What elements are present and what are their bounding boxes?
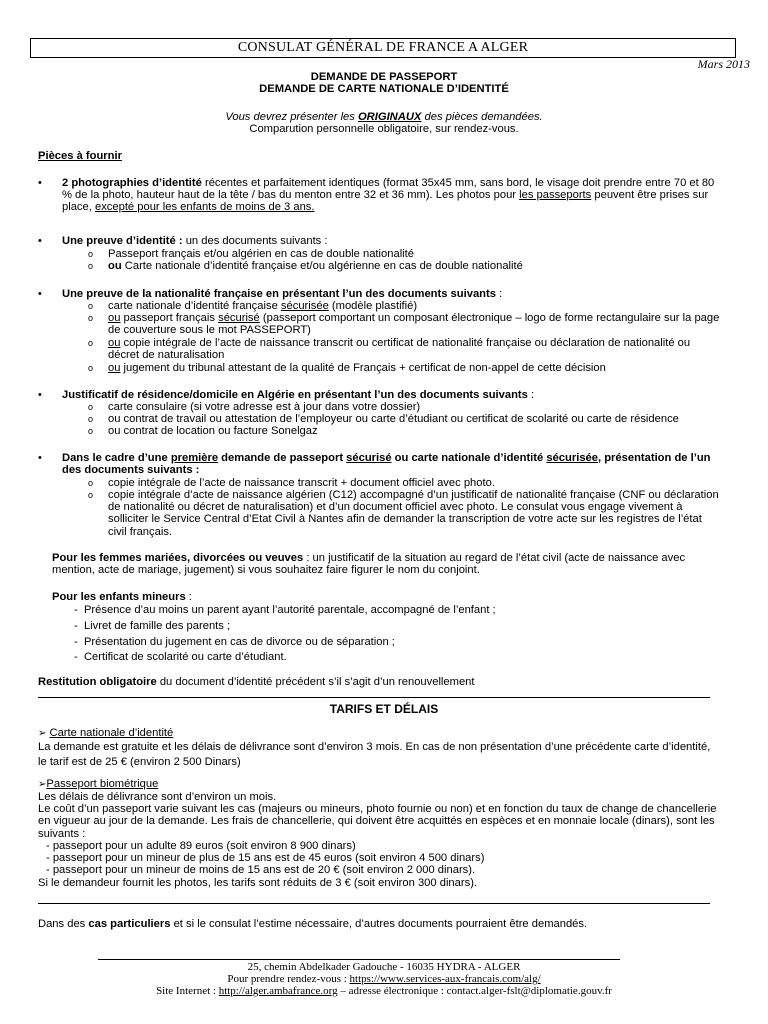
cni-text-a: La demande est gratuite et les délais de délivrance sont d’environ 3 mois. En cas de non présentation d’une précédente carte d’identité,: [38, 741, 711, 753]
nat-item3-b: décret de naturalisation: [108, 349, 225, 362]
circle-bullet-icon: o: [88, 313, 94, 323]
minors-item-4-text: Certificat de scolarité ou carte d’étudiant.: [83, 651, 287, 663]
minors-heading: [52, 591, 192, 603]
doc-title-id-card: DEMANDE DE CARTE NATIONALE D’IDENTITÉ: [259, 83, 509, 95]
footer-divider: [98, 959, 620, 960]
circle-bullet-icon: o: [88, 414, 94, 424]
residence-strong: Justificatif de résidence/domicile en Algérie en présentant l’un des documents suivants: [62, 389, 528, 401]
first-item-2-a: copie intégrale d’acte de naissance algérien (C12) accompagné d’un justificatif de nationalité française (CNF ou déclaration: [108, 489, 719, 501]
section-divider: [38, 903, 710, 904]
minors-item-4: - Certificat de scolarité ou carte d’étudiant.: [74, 651, 287, 663]
residence-item-3: [88, 425, 318, 437]
identity-item-1: [88, 248, 414, 260]
identity-item-2: [88, 260, 523, 272]
footer-rdv-label: Pour prendre rendez-vous :: [227, 973, 350, 985]
photos-strong: 2 photographies d’identité: [62, 177, 202, 189]
passport-l1: Les délais de délivrance sont d’environ un mois.: [38, 791, 277, 803]
minors-item-2: - Livret de famille des parents ;: [74, 620, 231, 632]
nat-item3-a: copie intégrale de l’acte de naissance transcrit ou certificat de nationalité française ou déclaration de nationalité ou: [120, 337, 691, 349]
nationality-item-2: [88, 312, 752, 337]
restitution-strong: Restitution obligatoire: [38, 676, 157, 688]
nat-item3-ou: ou: [108, 337, 121, 349]
rdv-link[interactable]: https://www.services-aux-francais.com/alg/: [349, 973, 541, 985]
passport-l2: Le coût d’un passeport varie suivant les cas (majeurs ou mineurs, photo fournie ou non) et en fonction du taux de change de chancellerie: [38, 803, 717, 816]
cni-text-b: le tarif est de 25 € (environ 2 500 Dinars): [38, 756, 241, 769]
residence-item-3-text: ou contrat de location ou facture Sonelgaz: [108, 425, 318, 437]
nationality-strong: Une preuve de la nationalité française en présentant l’un des documents suivants: [62, 288, 496, 300]
nat-item4-ou: ou: [108, 362, 121, 374]
passport-text: [38, 791, 752, 840]
special-b: et si le consulat l’estime nécessaire, d’autres documents pourraient être demandés.: [170, 918, 588, 930]
first-l1-u1: première: [170, 452, 219, 464]
bullet-dot: •: [38, 177, 42, 189]
intro-originaux: ORIGINAUX: [357, 111, 422, 123]
footer-address: 25, chemin Abdelkader Gadouche - 16035 HYDRA - ALGER: [247, 961, 521, 973]
bullet-first-request: [62, 452, 752, 476]
passport-l3: en vigueur au jour de la demande. Les frais de chancellerie, qui doivent être acquittés en espèces et en monnaie locale (dinars), sont les: [38, 815, 715, 828]
bullet-dot: •: [38, 452, 42, 464]
circle-bullet-icon: o: [88, 402, 94, 412]
nationality-item-4: [88, 362, 606, 374]
first-item-2-c: solliciter le Service Central d’Etat Civil à Nantes afin de demander la transcription de votre acte sur les registres de l’état: [108, 513, 702, 526]
residence-item-1-text: carte consulaire (si votre adresse est à jour dans votre dossier): [108, 401, 421, 413]
passport-l4: suivants :: [38, 827, 86, 840]
first-l2: des documents suivants :: [62, 464, 200, 477]
site-link[interactable]: http://alger.ambafrance.org: [218, 985, 338, 997]
first-l1-d: , présentation de l’un: [598, 452, 711, 464]
photos-text-b: % de la photo, hauteur haut de la tête / bas du menton entre 32 et 36 mm). Les photos pour: [62, 189, 520, 202]
arrow-right-icon: ➢: [38, 779, 47, 790]
price-adult: - passeport pour un adulte 89 euros (soit environ 8 900 dinars): [46, 840, 356, 852]
residence-text: :: [527, 389, 535, 401]
bullet-identity: [62, 235, 328, 247]
first-l1-a: Dans le cadre d’une: [62, 452, 171, 464]
cni-text: [38, 741, 752, 768]
price-list: [46, 840, 484, 877]
tarifs-heading: TARIFS ET DÉLAIS: [329, 702, 439, 716]
footer-site: [0, 986, 768, 998]
passport-title: Passeport biométrique: [46, 778, 159, 790]
nat-item1-a: carte nationale d’identité française: [108, 300, 281, 312]
minors-item-1: - Présence d’au moins un parent ayant l’autorité parentale, accompagné de l’enfant ;: [74, 604, 496, 616]
consulate-title: CONSULAT GÉNÉRAL DE FRANCE A ALGER: [237, 40, 529, 55]
cni-title: Carte nationale d’identité: [49, 727, 174, 739]
section-divider: [38, 697, 710, 698]
first-item-1: [88, 477, 495, 489]
identity-text: un des documents suivants :: [182, 235, 328, 247]
nat-item1-u: sécurisée: [280, 300, 329, 312]
first-item-2: [88, 489, 752, 538]
women-text-b: mention, acte de mariage, jugement) si vous souhaitez faire figurer le nom du conjoint.: [52, 564, 480, 577]
nat-item1-b: (modèle plastifié): [328, 300, 418, 312]
nat-item2-u: sécurisé: [218, 312, 260, 324]
nat-item2-a: passeport français: [120, 312, 219, 324]
nationality-item-3: [88, 337, 752, 362]
residence-item-1: [88, 401, 421, 413]
nat-item2-b: (passeport comportant un composant électronique – logo de forme rectangulaire sur la page: [259, 312, 720, 324]
nat-item2-c: de couverture sous le mot PASSEPORT): [108, 324, 311, 337]
minors-strong: Pour les enfants mineurs: [52, 591, 186, 603]
circle-bullet-icon: o: [88, 426, 94, 436]
bullet-dot: •: [38, 389, 42, 401]
nat-item4-a: jugement du tribunal attestant de la qualité de Français + certificat de non-appel de cette décision: [120, 362, 606, 374]
photos-text-d: place,: [62, 201, 95, 214]
cni-title-line: [38, 727, 173, 740]
bullet-photos: [62, 177, 752, 214]
circle-bullet-icon: o: [88, 490, 94, 500]
first-l1-u3: sécurisée: [546, 452, 598, 464]
intro-post: des pièces demandées.: [421, 111, 543, 123]
residence-item-2: [88, 413, 679, 425]
photos-passports: les passeports: [519, 189, 592, 202]
minors-text: :: [185, 591, 192, 603]
bullet-dot: •: [38, 235, 42, 247]
circle-bullet-icon: o: [88, 249, 94, 259]
women-paragraph: [52, 552, 752, 576]
first-l1-c: ou carte nationale d’identité: [391, 452, 547, 464]
nationality-text: :: [495, 288, 503, 300]
women-text-a: : un justificatif de la situation au regard de l’état civil (acte de naissance avec: [303, 552, 686, 564]
special-cases: [38, 918, 587, 930]
first-item-2-d: civil français.: [108, 525, 173, 538]
minors-item-1-text: Présence d’au moins un parent ayant l’autorité parentale, accompagné de l’enfant ;: [83, 604, 496, 616]
restitution-text: du document d’identité précédent s’il s’agit d’un renouvellement: [156, 676, 475, 688]
footer-site-label: Site Internet :: [156, 985, 219, 997]
circle-bullet-icon: o: [88, 363, 94, 373]
restitution-line: [38, 676, 475, 688]
special-a: Dans des: [38, 918, 89, 930]
footer-rdv: [0, 974, 768, 986]
circle-bullet-icon: o: [88, 301, 94, 311]
consulate-title-box: [30, 38, 736, 58]
footer-email: – adresse électronique : contact.alger-fslt@diplomatie.gouv.fr: [337, 985, 612, 997]
bullet-nationality: [62, 288, 502, 300]
photos-text-a: récentes et parfaitement identiques (format 35x45 mm, sans bord, le visage doit prendre entre 70 et 80: [201, 177, 715, 189]
circle-bullet-icon: o: [88, 478, 94, 488]
women-strong: Pour les femmes mariées, divorcées ou veuves: [52, 552, 304, 564]
bullet-residence: [62, 389, 534, 401]
price-minor-over-15: - passeport pour un mineur de plus de 15 ans est de 45 euros (soit environ 4 500 dinars): [46, 852, 485, 865]
nationality-item-1: [88, 300, 418, 312]
first-l1-b: demande de passeport: [218, 452, 347, 464]
identity-item-1-text: Passeport français et/ou algérien en cas de double nationalité: [108, 248, 414, 260]
special-strong: cas particuliers: [88, 918, 171, 930]
doc-title-passport: DEMANDE DE PASSEPORT: [310, 71, 458, 83]
document-date: Mars 2013: [697, 57, 750, 71]
first-item-1-text: copie intégrale de l’acte de naissance transcrit + document officiel avec photo.: [108, 477, 495, 489]
identity-strong: Une preuve d’identité :: [62, 235, 183, 247]
photos-discount: Si le demandeur fournit les photos, les tarifs sont réduits de 3 € (soit environ 300 dinars).: [38, 877, 478, 889]
bullet-dot: •: [38, 288, 42, 300]
minors-item-3: - Présentation du jugement en cas de divorce ou de séparation ;: [74, 636, 395, 648]
identity-item-2-text: Carte nationale d’identité française et/ou algérienne en cas de double nationalité: [121, 260, 523, 272]
photos-text-c: peuvent être prises sur: [591, 189, 709, 202]
intro-originals: [0, 111, 768, 123]
minors-item-3-text: Présentation du jugement en cas de divorce ou de séparation ;: [83, 636, 395, 648]
price-minor-under-15: - passeport pour un mineur de moins de 15 ans est de 20 € (soit environ 2 000 dinars).: [46, 864, 476, 877]
nat-item2-ou: ou: [108, 312, 121, 324]
circle-bullet-icon: o: [88, 261, 94, 271]
residence-item-2-text: ou contrat de travail ou attestation de l’employeur ou carte d’étudiant ou certificat de scolarité ou carte de résidence: [108, 413, 679, 425]
pieces-heading: Pièces à fournir: [38, 150, 122, 162]
circle-bullet-icon: o: [88, 338, 94, 348]
first-l1-u2: sécurisé: [346, 452, 392, 464]
passport-title-line: [38, 778, 158, 791]
identity-item-2-ou: ou: [108, 260, 122, 272]
minors-item-2-text: Livret de famille des parents ;: [83, 620, 231, 632]
arrow-right-icon: ➢: [38, 728, 47, 739]
photos-except: excepté pour les enfants de moins de 3 ans.: [94, 201, 315, 214]
intro-pre: Vous devrez présenter les: [225, 111, 358, 123]
first-item-2-b: de nationalité ou décret de naturalisation) et d’un document officiel avec photo. Le consulat vous engage vivement à: [108, 501, 683, 514]
intro-appearance: Comparution personnelle obligatoire, sur rendez-vous.: [249, 123, 519, 135]
